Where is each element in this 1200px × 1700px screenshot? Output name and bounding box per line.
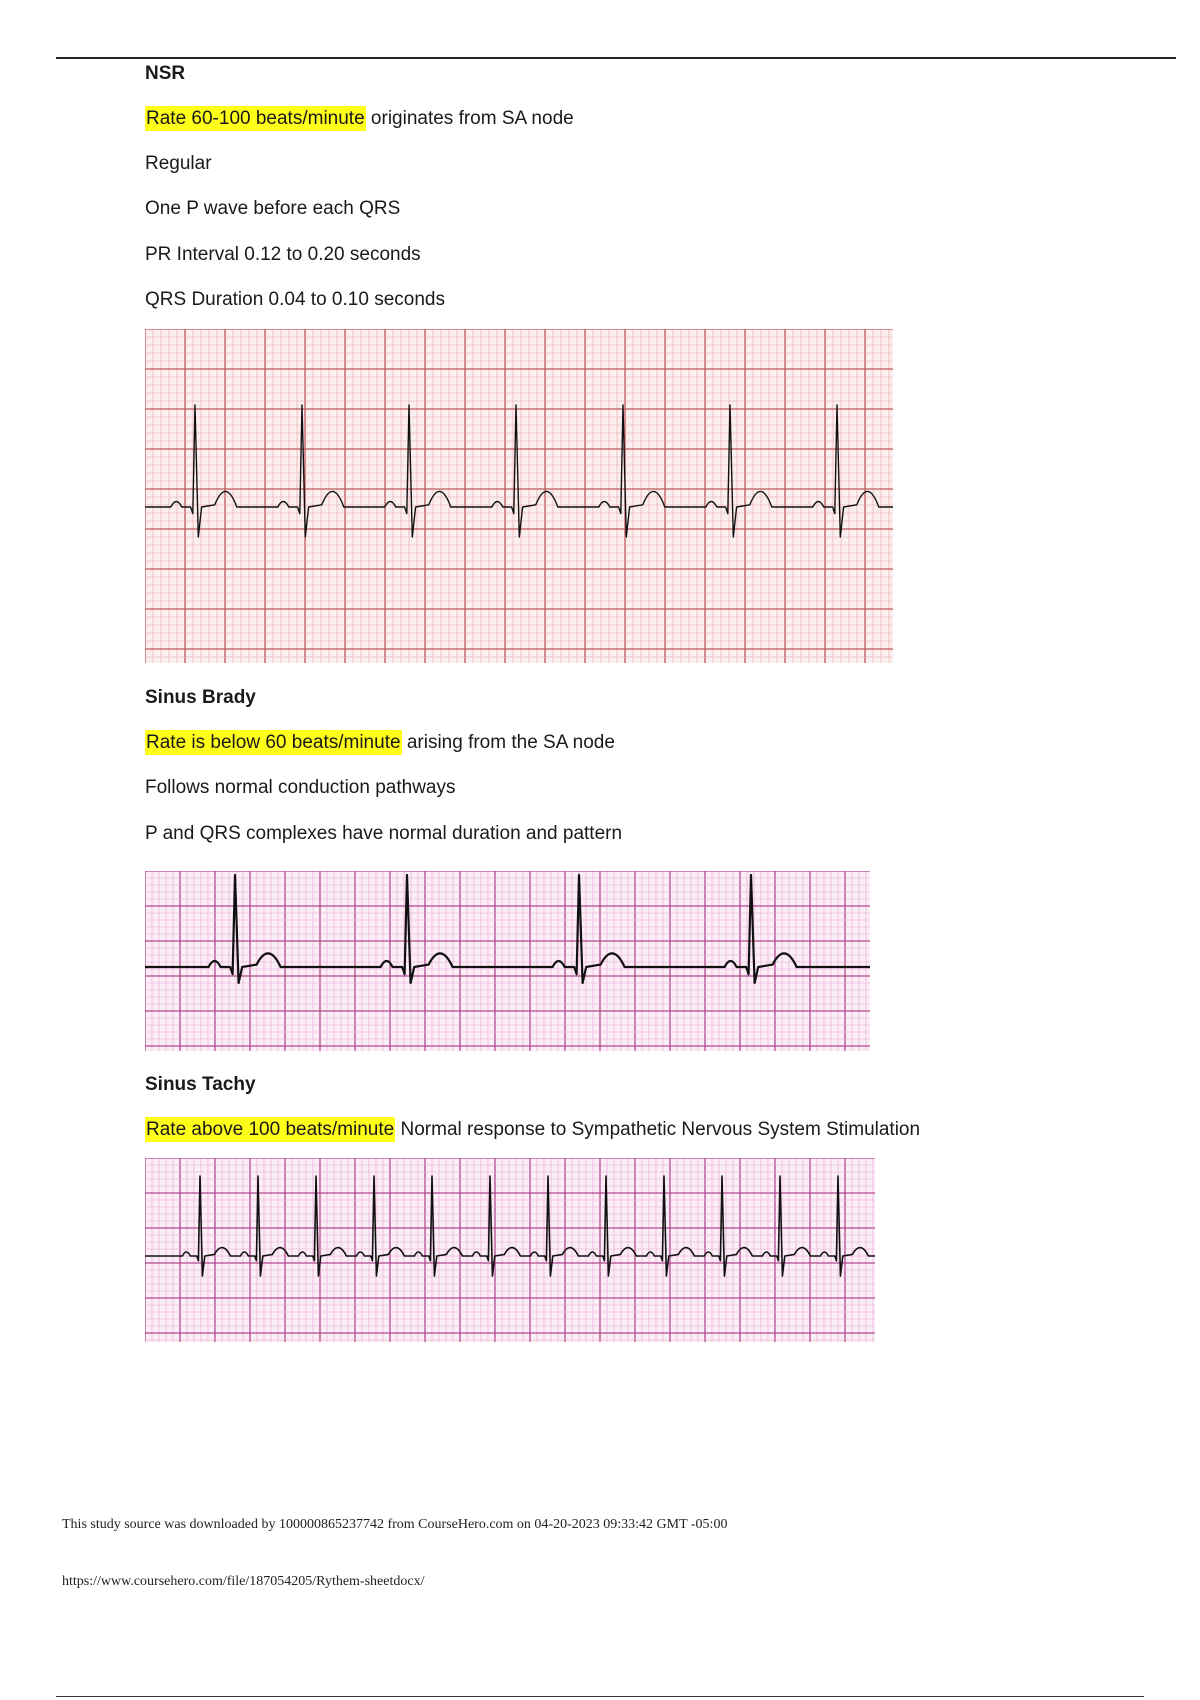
brady-ecg-image [145, 871, 870, 1051]
brady-rate-highlight: Rate is below 60 beats/minute [146, 732, 401, 753]
tachy-ecg-image [145, 1158, 875, 1342]
top-rule [56, 57, 1176, 59]
nsr-rate-highlight: Rate 60-100 beats/minute [146, 108, 365, 129]
nsr-line-regular: Regular [145, 153, 212, 174]
nsr-ecg-image [145, 329, 893, 663]
nsr-line-qrs: QRS Duration 0.04 to 0.10 seconds [145, 289, 445, 310]
tachy-rate-rest: Normal response to Sympathetic Nervous System Stimulation [395, 1119, 921, 1140]
nsr-rate-line [145, 109, 574, 128]
bottom-rule [56, 1696, 1144, 1697]
download-notice: This study source was downloaded by 100000865237742 from CourseHero.com on 04-20-2023 09:33:42 GMT -05:00 [62, 1517, 728, 1532]
nsr-line-pr: PR Interval 0.12 to 0.20 seconds [145, 244, 421, 265]
nsr-rate-rest: originates from SA node [365, 108, 574, 129]
nsr-heading: NSR [145, 63, 186, 84]
nsr-ecg-strip [145, 329, 893, 663]
brady-rate-line [145, 733, 615, 752]
brady-heading: Sinus Brady [145, 687, 256, 708]
brady-ecg-strip [145, 871, 870, 1051]
tachy-rate-highlight: Rate above 100 beats/minute [146, 1119, 395, 1140]
source-url[interactable]: https://www.coursehero.com/file/187054205/Rythem-sheetdocx/ [62, 1574, 425, 1589]
brady-rate-rest: arising from the SA node [401, 732, 615, 753]
brady-line-complexes: P and QRS complexes have normal duration and pattern [145, 823, 623, 844]
nsr-line-pwave: One P wave before each QRS [145, 198, 401, 219]
tachy-rate-line [145, 1120, 920, 1139]
tachy-heading: Sinus Tachy [145, 1074, 256, 1095]
tachy-ecg-strip [145, 1158, 875, 1342]
brady-line-conduction: Follows normal conduction pathways [145, 777, 456, 798]
